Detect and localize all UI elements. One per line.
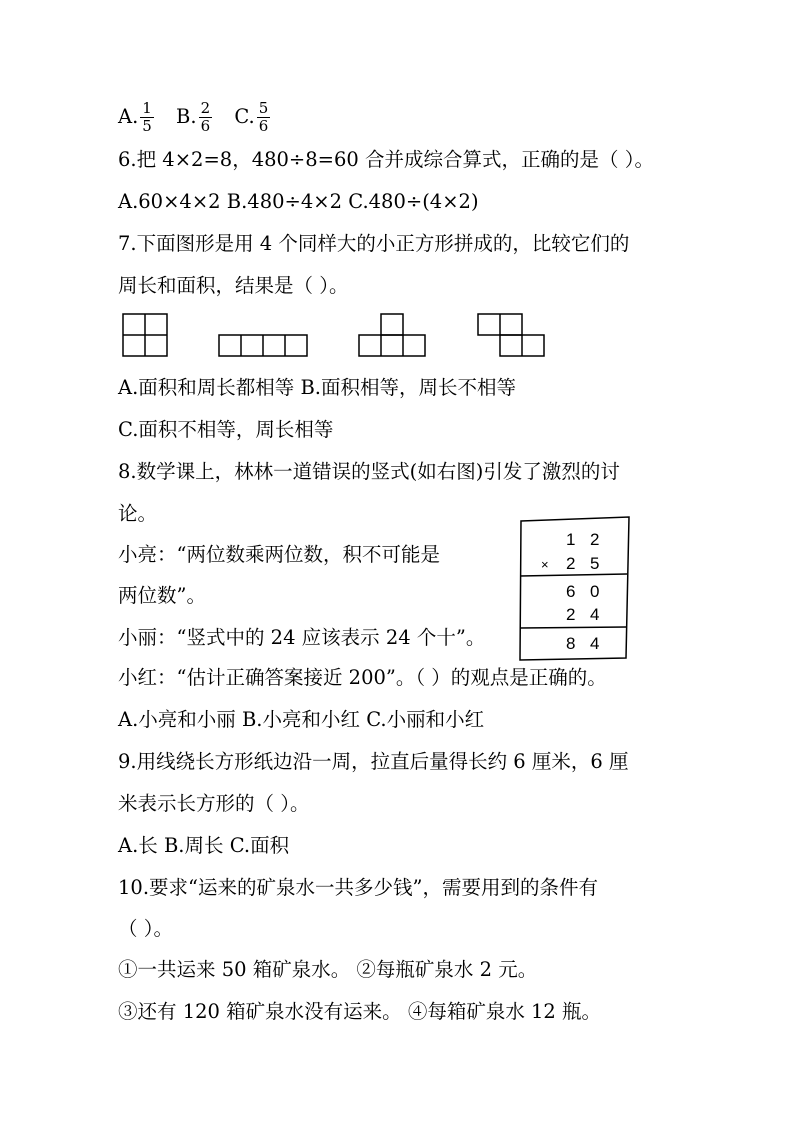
calc-line-1	[520, 574, 627, 576]
q5-option-b: B. $\frac{2}{6}$	[176, 99, 211, 135]
q8-question-line1: 8.数学课上，林林一道错误的竖式(如右图)引发了激烈的讨	[118, 460, 620, 483]
calc-digit: 4	[590, 634, 600, 653]
q8-xiaoliang-line1: 小亮：“两位数乘两位数，积不可能是	[118, 543, 440, 566]
q9-options: A.长 B.周长 C.面积	[118, 834, 290, 857]
calc-line-2	[520, 627, 627, 628]
fraction: $\frac{2}{6}$	[200, 99, 211, 135]
q6-question: 6.把 4×2=8，480÷8=60 合并成综合算式，正确的是（ ）。	[118, 148, 654, 171]
q5-option-c: C. $\frac{5}{6}$	[234, 99, 269, 135]
calc-digit: 2	[566, 554, 576, 573]
q5-option-a: A. $\frac{1}{5}$	[118, 99, 152, 135]
q8-xiaoliang-line2: 两位数”。	[118, 584, 206, 607]
calc-digit: 2	[590, 530, 600, 549]
q8-xiaoli: 小丽：“竖式中的 24 应该表示 24 个十”。	[118, 626, 486, 649]
q8-options: A.小亮和小丽 B.小亮和小红 C.小丽和小红	[118, 708, 485, 731]
q9-question-line1: 9.用线绕长方形纸边沿一周，拉直后量得长约 6 厘米，6 厘	[118, 750, 629, 773]
q10-conditions-1: ①一共运来 50 箱矿泉水。 ②每瓶矿泉水 2 元。	[118, 958, 538, 981]
calc-digit: 2	[566, 605, 576, 624]
calc-times-sign: ×	[541, 557, 549, 572]
q6-options: A.60×4×2 B.480÷4×2 C.480÷(4×2)	[118, 190, 479, 213]
q8-xiaohong: 小红：“估计正确答案接近 200”。（ ）的观点是正确的。	[118, 666, 607, 689]
calc-digit: 6	[566, 582, 576, 601]
q10-question-line1: 10.要求“运来的矿泉水一共多少钱”，需要用到的条件有	[118, 876, 598, 899]
q7-question-line1: 7.下面图形是用 4 个同样大的小正方形拼成的，比较它们的	[118, 232, 630, 255]
calc-digit: 8	[566, 634, 576, 653]
calc-digit: 4	[590, 605, 600, 624]
q7-option-c: C.面积不相等，周长相等	[118, 418, 334, 441]
q8-question-line2: 论。	[118, 502, 158, 525]
q7-question-line2: 周长和面积，结果是（ ）。	[118, 274, 349, 297]
q10-conditions-2: ③还有 120 箱矿泉水没有运来。 ④每箱矿泉水 12 瓶。	[118, 1000, 602, 1023]
q7-options-ab: A.面积和周长都相等 B.面积相等，周长不相等	[118, 376, 517, 399]
calc-digit: 0	[590, 582, 600, 601]
q10-question-line2: （ ）。	[118, 917, 173, 940]
fraction: $\frac{5}{6}$	[258, 99, 269, 135]
calc-digit: 1	[566, 530, 576, 549]
calc-digit: 5	[590, 554, 600, 573]
q9-question-line2: 米表示长方形的（ ）。	[118, 792, 310, 815]
fraction: $\frac{1}{5}$	[142, 99, 152, 135]
